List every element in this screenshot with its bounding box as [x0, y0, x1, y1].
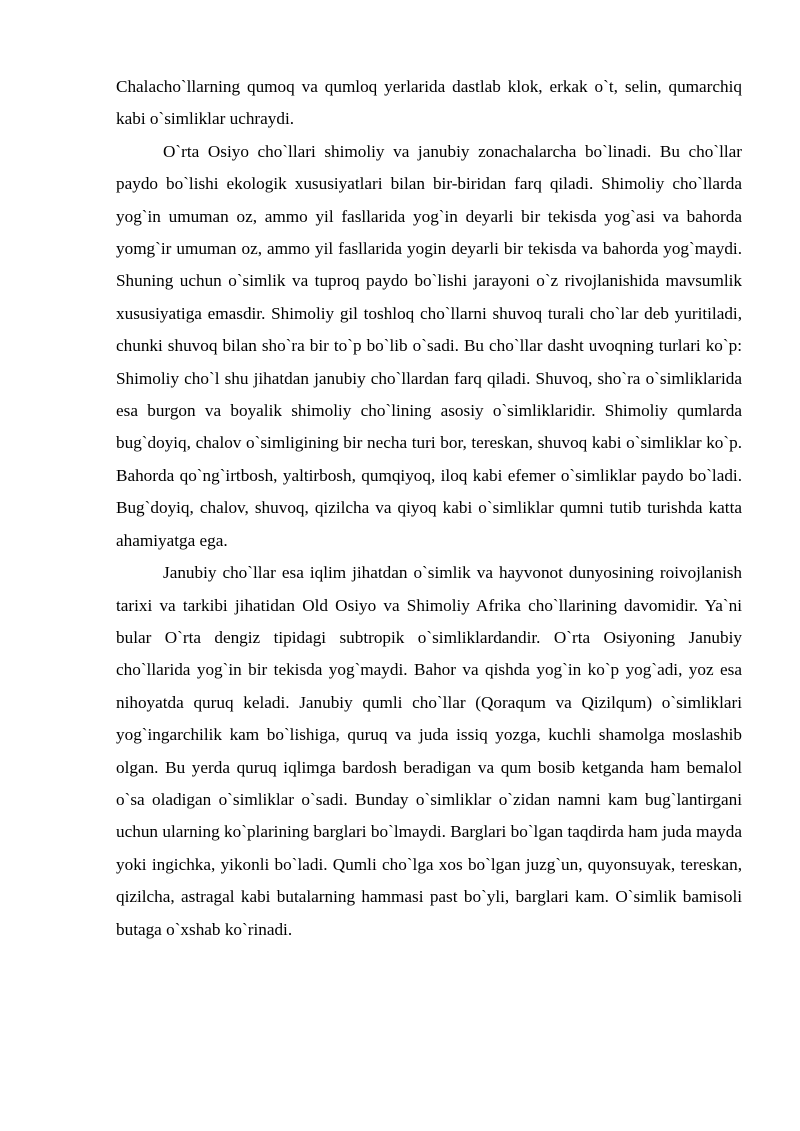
paragraph-southern-deserts: Janubiy cho`llar esa iqlim jihatdan o`simlik va hayvonot dunyosining roivojlanish tarixi va tarkibi jihatidan Old Osiyo va Shimoliy Afrika cho`llarining davomidir. Ya`ni bular O`rta dengiz tipidagi subtropik o`simliklardandir. O`rta Osiyoning Janubiy cho`llarida yog`in bir tekisda yog`maydi. Bahor va qishda yog`in ko`p yog`adi, yoz esa nihoyatda quruq keladi. Janubiy qumli cho`llar (Qoraqum va Qizilqum) o`simliklari yog`ingarchilik kam bo`lishiga, quruq va juda issiq yozga, kuchli shamolga moslashib olgan. Bu yerda quruq iqlimga bardosh beradigan va qum bosib ketganda ham bemalol o`sa oladigan o`simliklar o`sadi. Bunday o`simliklar o`zidan namni kam bug`lantirgani uchun ularning ko`plarining barglari bo`lmaydi. Barglari bo`lgan taqdirda ham juda mayda yoki ingichka, yikonli bo`ladi. Qumli cho`lga xos bo`lgan juzg`un, quyonsuyak, tereskan, qizilcha, astragal kabi butalarning hammasi past bo`yli, barglari kam. O`simlik bamisoli butaga o`xshab ko`rinadi. [116, 563, 742, 939]
paragraph-chalacho-llar: Chalacho`llarning qumoq va qumloq yerlarida dastlab klok, erkak o`t, selin, qumarchiq kabi o`simliklar uchraydi. [116, 77, 742, 129]
document-page [116, 71, 742, 946]
paragraph-northern-deserts: O`rta Osiyo cho`llari shimoliy va janubiy zonachalarcha bo`linadi. Bu cho`llar paydo bo`lishi ekologik xususiyatlari bilan bir-biridan farq qiladi. Shimoliy cho`llarda yog`in umuman oz, ammo yil fasllarida yog`in deyarli bir tekisda yog`asi va bahorda yomg`ir umuman oz, ammo yil fasllarida yogin deyarli bir tekisda va bahorda yog`maydi. Shuning uchun o`simlik va tuproq paydo bo`lishi jarayoni o`z rivojlanishida mavsumlik xususiyatiga emasdir. Shimoliy gil toshloq cho`llarni shuvoq turali cho`lar deb yuritiladi, chunki shuvoq bilan sho`ra bir to`p bo`lib o`sadi. Bu cho`llar dasht uvoqning turlari ko`p: Shimoliy cho`l shu jihatdan janubiy cho`llardan farq qiladi. Shuvoq, sho`ra o`simliklarida esa burgon va boyalik shimoliy cho`lining asosiy o`simliklaridir. Shimoliy qumlarda bug`doyiq, chalov o`simligining bir necha turi bor, tereskan, shuvoq kabi o`simliklar ko`p. Bahorda qo`ng`irtbosh, yaltirbosh, qumqiyoq, iloq kabi efemer o`simliklar paydo bo`ladi. Bug`doyiq, chalov, shuvoq, qizilcha va qiyoq kabi o`simliklar qumni tutib turishda katta ahamiyatga ega. [116, 141, 742, 550]
